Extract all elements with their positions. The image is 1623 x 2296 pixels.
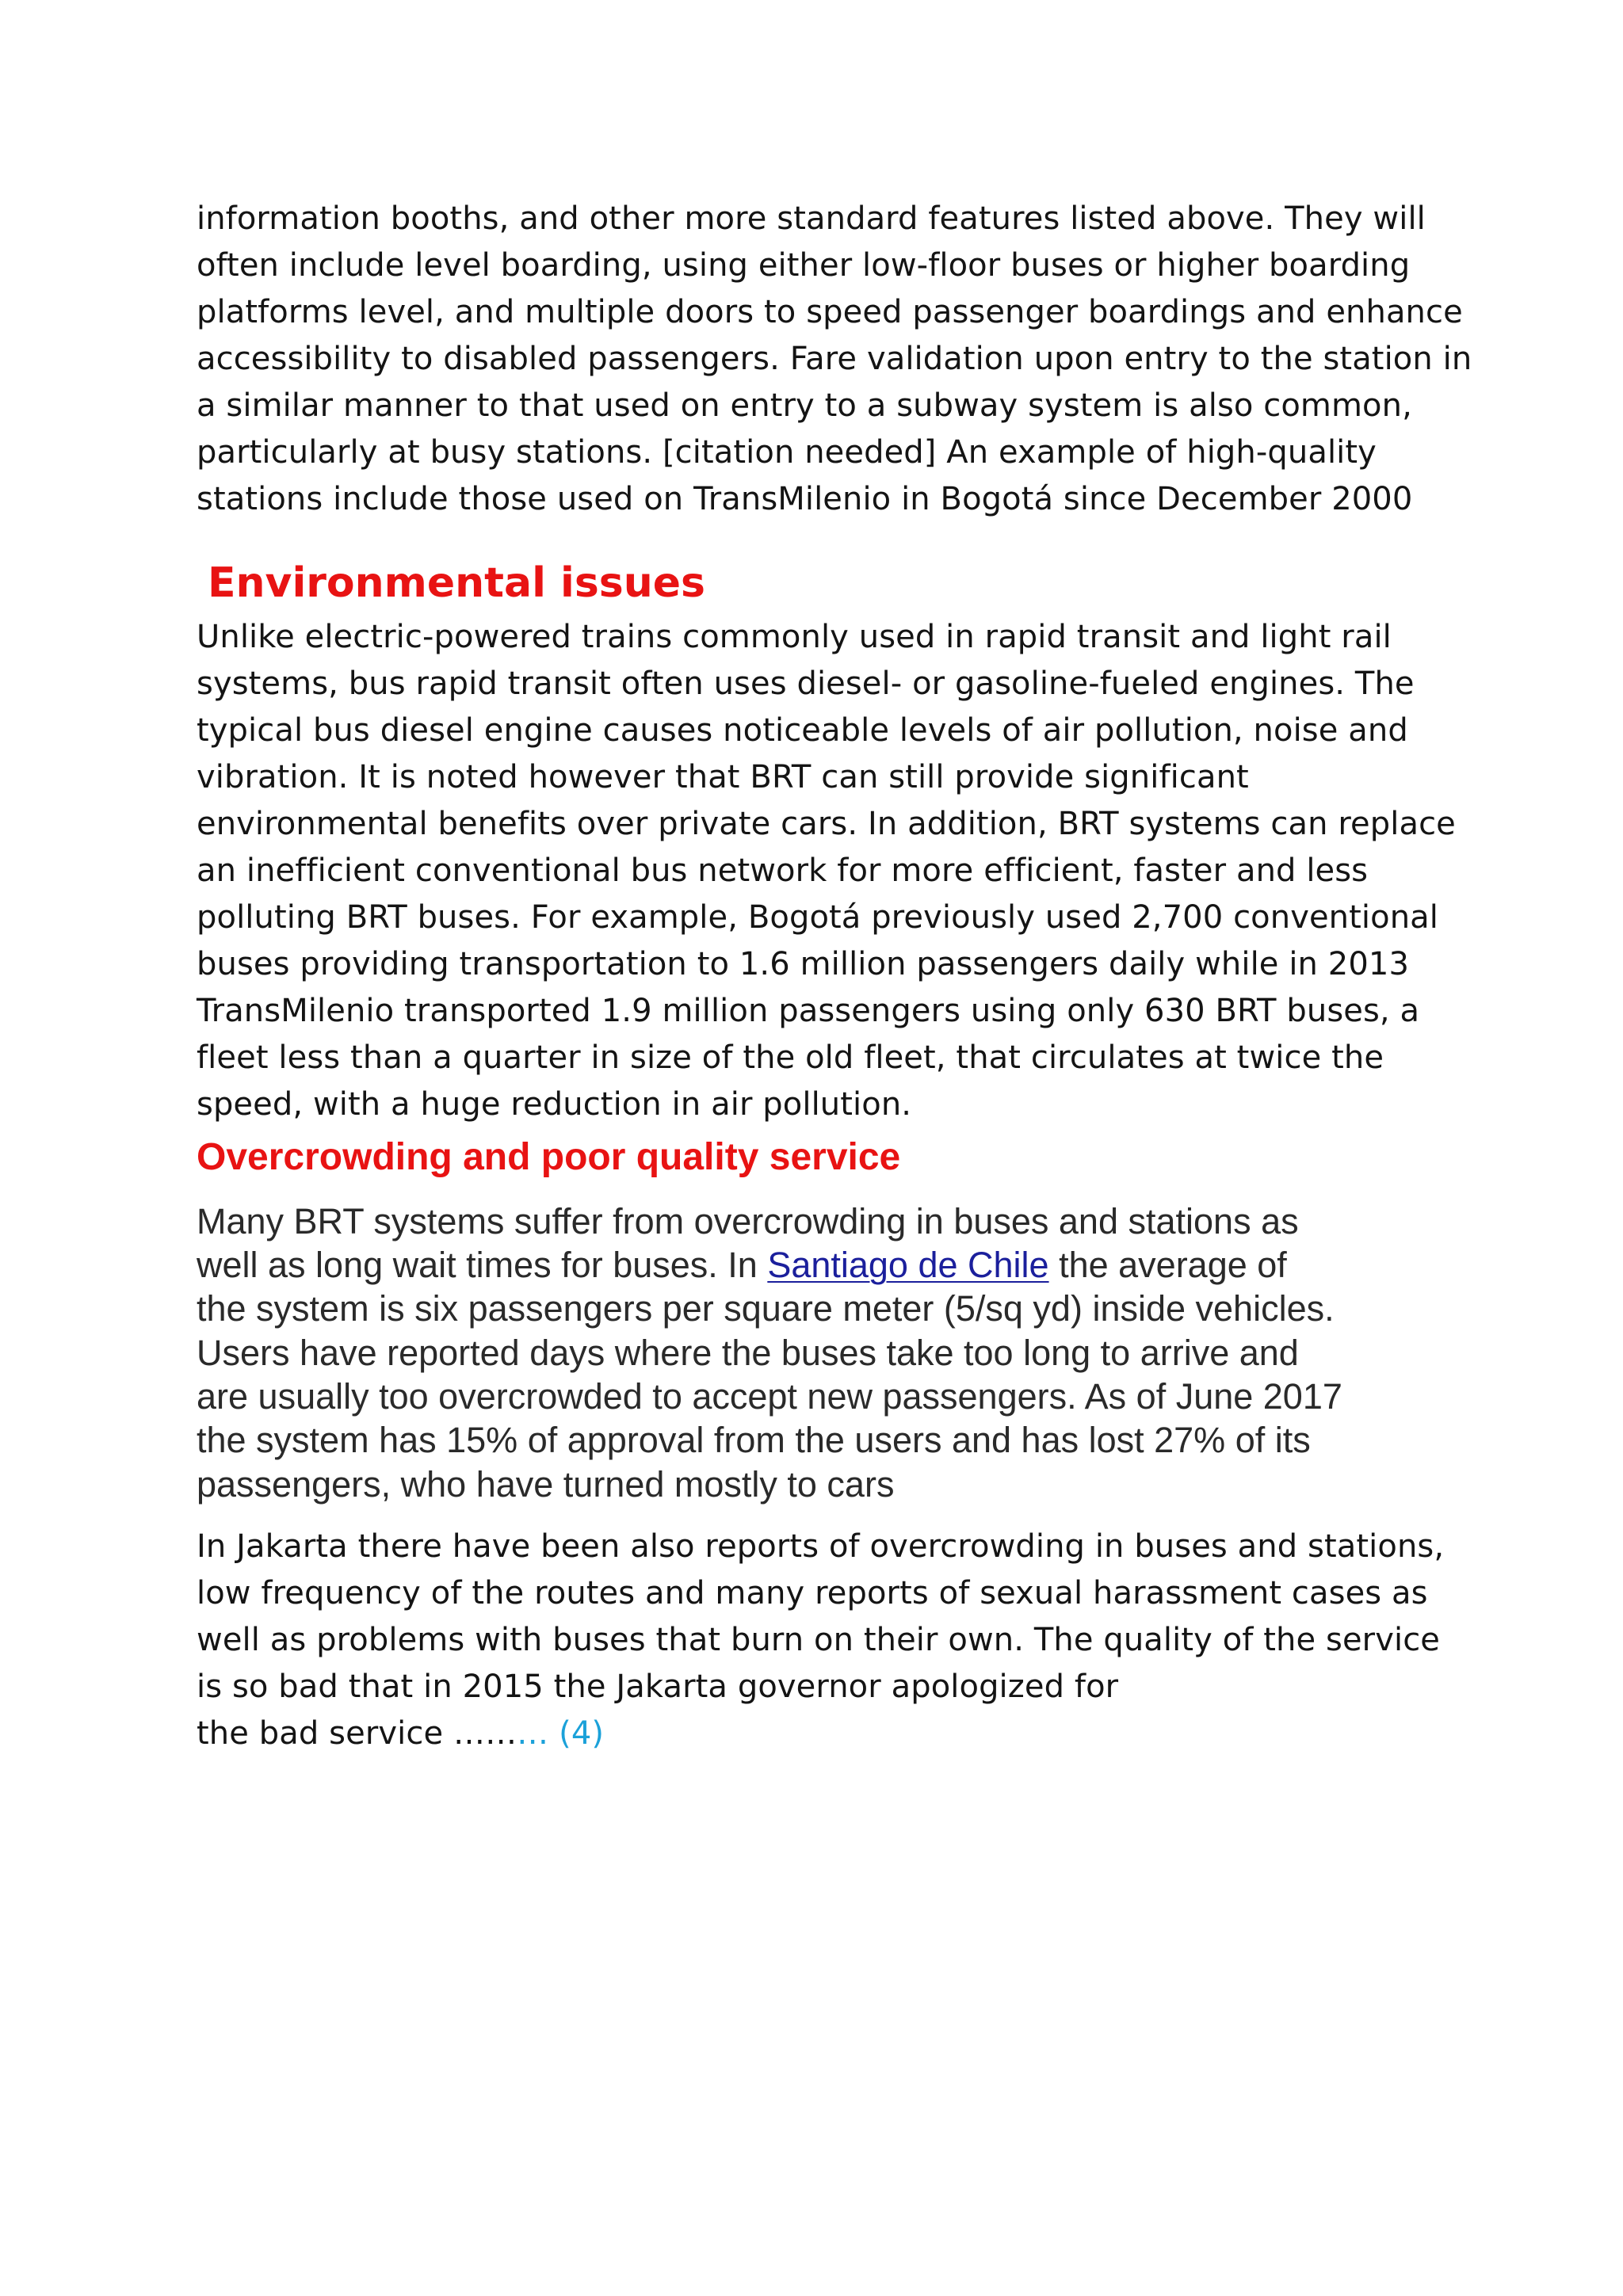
line-text: well as long wait times for buses. In — [197, 1245, 768, 1285]
paragraph-line: speed, with a huge reduction in air pollution. — [197, 1086, 912, 1123]
paragraph-line: information booths, and other more standard features listed above. They will — [197, 200, 1426, 237]
paragraph-line: In Jakarta there have been also reports of overcrowding in buses and stations, — [197, 1528, 1445, 1565]
paragraph-line: polluting BRT buses. For example, Bogotá previously used 2,700 conventional — [197, 899, 1438, 936]
paragraph-line-last — [197, 1711, 604, 1757]
ellipsis: … — [517, 1715, 549, 1752]
section-heading-overcrowding: Overcrowding and poor quality service — [197, 1136, 901, 1178]
paragraph-line: environmental benefits over private cars. In addition, BRT systems can replace — [197, 806, 1456, 842]
paragraph-line: stations include those used on TransMilenio in Bogotá since December 2000 — [197, 481, 1413, 517]
paragraph-line: typical bus diesel engine causes noticeable levels of air pollution, noise and — [197, 712, 1408, 749]
page-reference: (4) — [559, 1715, 605, 1752]
paragraph-line: is so bad that in 2015 the Jakarta governor apologized for — [197, 1669, 1119, 1705]
paragraph-line: the system has 15% of approval from the users and has lost 27% of its — [197, 1420, 1311, 1460]
paragraph-line: often include level boarding, using either low-floor buses or higher boarding — [197, 247, 1411, 284]
paragraph-line-with-link — [197, 1243, 1287, 1287]
paragraph-line: are usually too overcrowded to accept new passengers. As of June 2017 — [197, 1376, 1342, 1417]
paragraph-line: Many BRT systems suffer from overcrowding in buses and stations as — [197, 1201, 1299, 1241]
section-heading-environmental: Environmental issues — [208, 559, 705, 607]
paragraph-line: an inefficient conventional bus network for more efficient, faster and less — [197, 852, 1369, 889]
paragraph-line: particularly at busy stations. [citation needed] An example of high-quality — [197, 434, 1377, 471]
paragraph-line: TransMilenio transported 1.9 million passengers using only 630 BRT buses, a — [197, 993, 1420, 1029]
paragraph-line: platforms level, and multiple doors to speed passenger boardings and enhance — [197, 294, 1463, 330]
paragraph-line: vibration. It is noted however that BRT can still provide significant — [197, 759, 1249, 795]
paragraph-line: accessibility to disabled passengers. Fare validation upon entry to the station in — [197, 341, 1472, 377]
paragraph-line: passengers, who have turned mostly to cars — [197, 1464, 895, 1505]
paragraph-line: well as problems with buses that burn on their own. The quality of the service — [197, 1622, 1441, 1658]
santiago-de-chile-link[interactable]: Santiago de Chile — [767, 1245, 1049, 1285]
paragraph-line: Unlike electric-powered trains commonly used in rapid transit and light rail — [197, 619, 1392, 655]
paragraph-line: Users have reported days where the buses take too long to arrive and — [197, 1333, 1299, 1373]
paragraph-line: fleet less than a quarter in size of the old fleet, that circulates at twice the — [197, 1039, 1384, 1076]
paragraph-line: low frequency of the routes and many reports of sexual harassment cases as — [197, 1575, 1428, 1611]
line-text: the average of — [1048, 1245, 1287, 1285]
paragraph-line: the system is six passengers per square meter (5/sq yd) inside vehicles. — [197, 1288, 1335, 1329]
paragraph-line: a similar manner to that used on entry to a subway system is also common, — [197, 387, 1412, 424]
paragraph-line: systems, bus rapid transit often uses diesel- or gasoline-fueled engines. The — [197, 666, 1415, 702]
line-text: the bad service …… — [197, 1715, 517, 1752]
paragraph-line: buses providing transportation to 1.6 million passengers daily while in 2013 — [197, 946, 1410, 982]
